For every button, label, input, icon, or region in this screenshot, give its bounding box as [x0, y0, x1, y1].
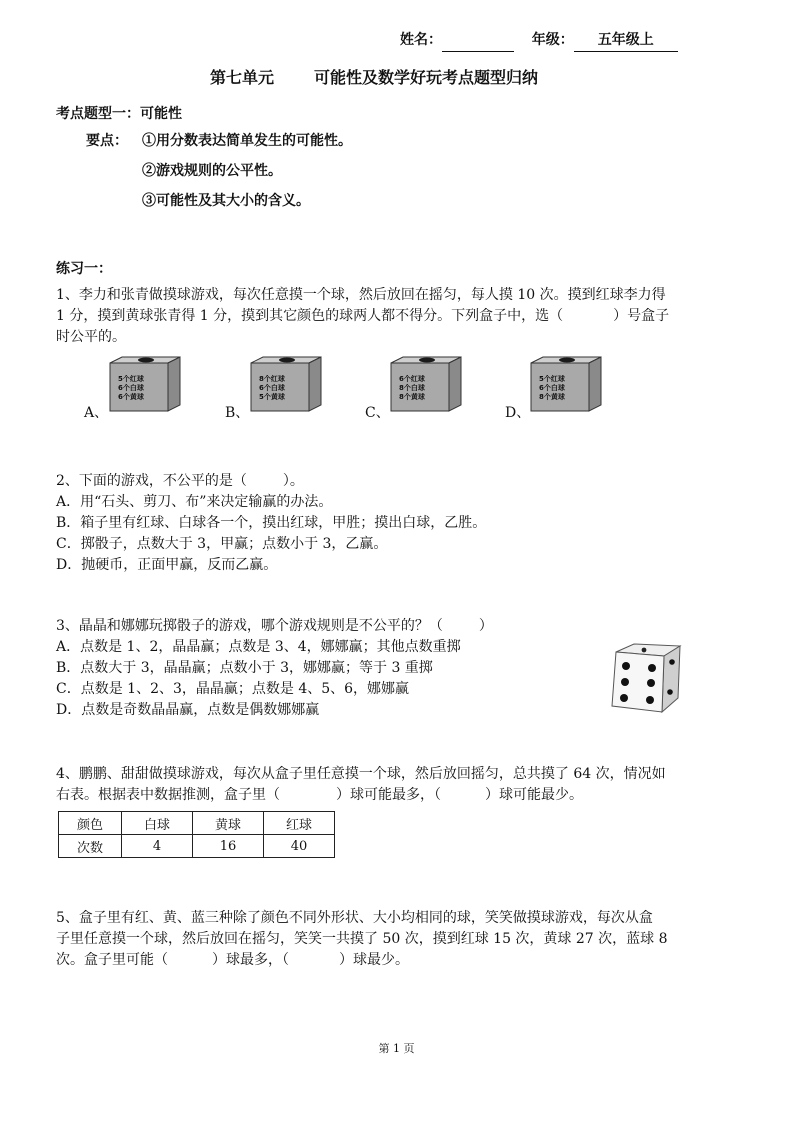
title-unit: 第七单元: [210, 68, 275, 87]
q3-stem: 3、晶晶和娜娜玩掷骰子的游戏，哪个游戏规则是不公平的？（ ）: [56, 618, 493, 634]
q2-stem: 2、下面的游戏，不公平的是（ ）。: [56, 473, 304, 489]
name-field[interactable]: [442, 30, 514, 52]
box-b-label: B、: [225, 405, 250, 421]
student-header: [400, 30, 678, 52]
q3-option-a: A．点数是 1、2，晶晶赢；点数是 3、4，娜娜赢；其他点数重掷: [56, 639, 461, 655]
box-a-line-1: 5个红球: [118, 375, 144, 383]
box-c-line-2: 8个白球: [399, 384, 425, 392]
table-cell: 40: [264, 835, 335, 858]
box-d-image: [527, 355, 603, 413]
box-d-line-1: 5个红球: [539, 375, 565, 383]
grade-field[interactable]: 五年级上: [574, 30, 678, 52]
box-b-line-3: 5个黄球: [259, 393, 285, 401]
q3-option-b: B．点数大于 3，晶晶赢；点数小于 3，娜娜赢；等于 3 重掷: [56, 660, 433, 676]
q2-option-c: C．掷骰子，点数大于 3，甲赢；点数小于 3，乙赢。: [56, 536, 388, 552]
box-b-image: [247, 355, 323, 413]
page-number: 第 1 页: [378, 1042, 415, 1055]
q1-line-3: 时公平的。: [56, 329, 126, 345]
name-label: 姓名：: [400, 32, 442, 48]
q5-line-1: 5、盒子里有红、黄、蓝三种除了颜色不同外形状、大小均相同的球，笑笑做摸球游戏，每次从盒: [56, 910, 653, 926]
box-b-line-1: 8个红球: [259, 375, 285, 383]
box-c-image: [387, 355, 463, 413]
q1-line-2: 1 分，摸到黄球张青得 1 分，摸到其它颜色的球两人都不得分。下列盒子中，选（ ）号盒子: [56, 308, 670, 324]
q3-option-d: D．点数是奇数晶晶赢，点数是偶数娜娜赢: [56, 702, 320, 718]
box-c-label: C、: [365, 405, 390, 421]
key-point-3: ③可能性及其大小的含义。: [142, 193, 310, 209]
key-point-1: ①用分数表达简单发生的可能性。: [142, 133, 352, 149]
grade-label: 年级：: [531, 32, 574, 48]
q2-option-a: A．用“石头、剪刀、布”来决定输赢的办法。: [56, 494, 333, 510]
box-c-line-1: 6个红球: [399, 375, 425, 383]
table-cell: 16: [193, 835, 264, 858]
box-b-line-2: 6个白球: [259, 384, 285, 392]
table-row: [59, 812, 335, 835]
q5-line-3: 次。盒子里可能（ ）球最多，（ ）球最少。: [56, 952, 409, 968]
table-cell: 4: [122, 835, 193, 858]
q3-option-c: C．点数是 1、2、3，晶晶赢；点数是 4、5、6，娜娜赢: [56, 681, 410, 697]
title-topic: 可能性及数学好玩考点题型归纳: [314, 68, 539, 87]
box-a-line-3: 6个黄球: [118, 393, 144, 401]
box-a-image: [106, 355, 182, 413]
box-d-label: D、: [505, 405, 531, 421]
q4-line-1: 4、鹏鹏、甜甜做摸球游戏，每次从盒子里任意摸一个球，然后放回摇匀，总共摸了 64 次，情况如: [56, 766, 666, 782]
table-header-cell: 颜色: [59, 812, 122, 835]
box-d-line-2: 6个白球: [539, 384, 565, 392]
table-header-cell: 黄球: [193, 812, 264, 835]
q5-line-2: 子里任意摸一个球，然后放回在摇匀，笑笑一共摸了 50 次，摸到红球 15 次，黄球 27 次，蓝球 8: [56, 931, 668, 947]
table-header-cell: 红球: [264, 812, 335, 835]
q2-option-b: B．箱子里有红球、白球各一个，摸出红球，甲胜；摸出白球，乙胜。: [56, 515, 487, 531]
box-a-label: A、: [84, 405, 109, 421]
page-title: [210, 67, 538, 89]
dice-image: [606, 642, 682, 720]
box-c-line-3: 8个黄球: [399, 393, 425, 401]
q2-option-d: D．抛硬币，正面甲赢，反而乙赢。: [56, 557, 278, 573]
table-row: [59, 835, 335, 858]
section-heading: 考点题型一：可能性: [56, 106, 182, 122]
box-d-line-3: 8个黄球: [539, 393, 565, 401]
q4-table: [58, 811, 335, 858]
key-points-label: 要点：: [86, 133, 128, 149]
table-cell: 次数: [59, 835, 122, 858]
box-a-line-2: 6个白球: [118, 384, 144, 392]
q4-line-2: 右表。根据表中数据推测，盒子里（ ）球可能最多，（ ）球可能最少。: [56, 787, 583, 803]
key-point-2: ②游戏规则的公平性。: [142, 163, 282, 179]
q1-line-1: 1、李力和张青做摸球游戏，每次任意摸一个球，然后放回在摇匀，每人摸 10 次。摸到红球李力得: [56, 287, 666, 303]
practice-heading: 练习一：: [56, 261, 112, 277]
table-header-cell: 白球: [122, 812, 193, 835]
